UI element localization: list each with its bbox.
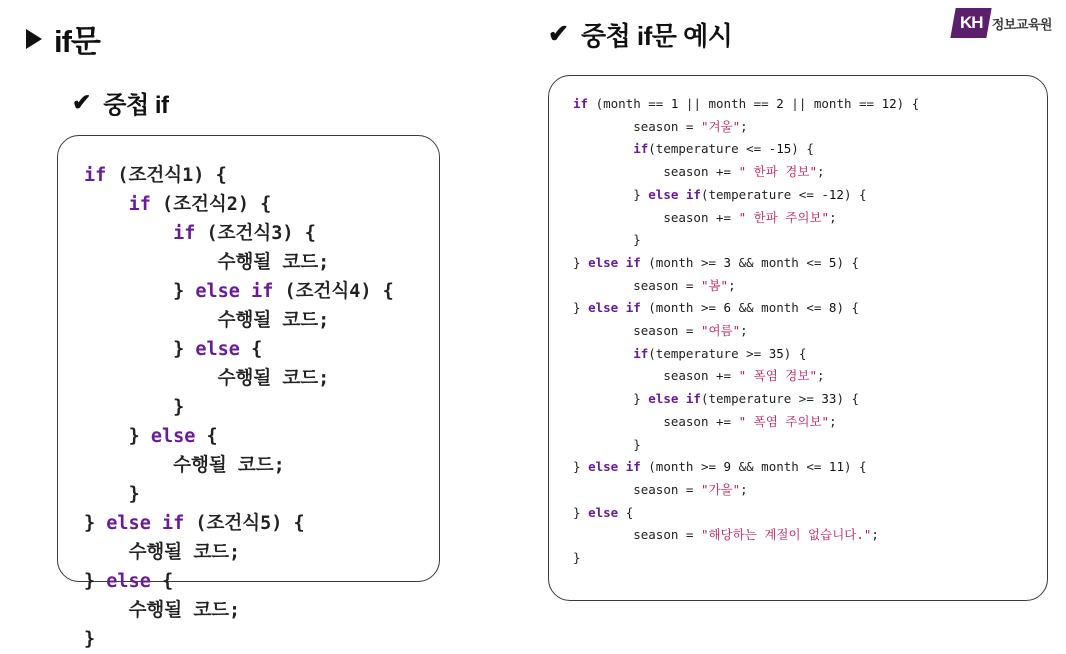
logo-label: 정보교육원 bbox=[991, 16, 1052, 32]
example-code-box bbox=[548, 75, 1048, 601]
page-title bbox=[26, 16, 100, 61]
triangle-right-icon bbox=[26, 29, 42, 49]
page-title-text: if문 bbox=[54, 24, 100, 59]
section-heading bbox=[72, 85, 168, 120]
syntax-code-box bbox=[57, 135, 440, 650]
syntax-code: if (조건식1) { if (조건식2) { if (조건식3) { 수행될 코드; } else if (조건식4) { 수행될 코드; } else { 수행될 코드; } } else { 수행될 코드; } } else if (조건식5) { 수행될 코드; } else { 수행될 코드; } bbox=[84, 165, 394, 650]
check-icon: ✔ bbox=[548, 20, 569, 48]
logo-mark-text: KH bbox=[959, 13, 982, 32]
left-column bbox=[0, 0, 520, 650]
kh-logo bbox=[953, 8, 1052, 38]
check-icon: ✔ bbox=[72, 89, 92, 115]
logo-mark bbox=[950, 8, 991, 38]
example-heading-text: 중첩 if문 예시 bbox=[580, 21, 733, 51]
example-code: if (month == 1 || month == 2 || month == 12) { season = "겨울"; if(temperature <= -15) { season += " 한파 경보"; } else if(temperature <= -12) { season += " 한파 주의보"; } } else if (month >= 3 && month <= 5) { season = "봄"; } else if (month >= 6 && month <= 8) { season = "여름"; if(temperature >= 35) { season += " 폭염 경보"; } else if(temperature >= 33) { season += " 폭염 주의보"; } } else if (month >= 9 && month <= 11) { season = "가을"; } else { season = "해당하는 계절이 없습니다."; } bbox=[573, 96, 920, 566]
example-heading bbox=[548, 16, 732, 53]
section-heading-text: 중첩 if bbox=[103, 92, 169, 119]
